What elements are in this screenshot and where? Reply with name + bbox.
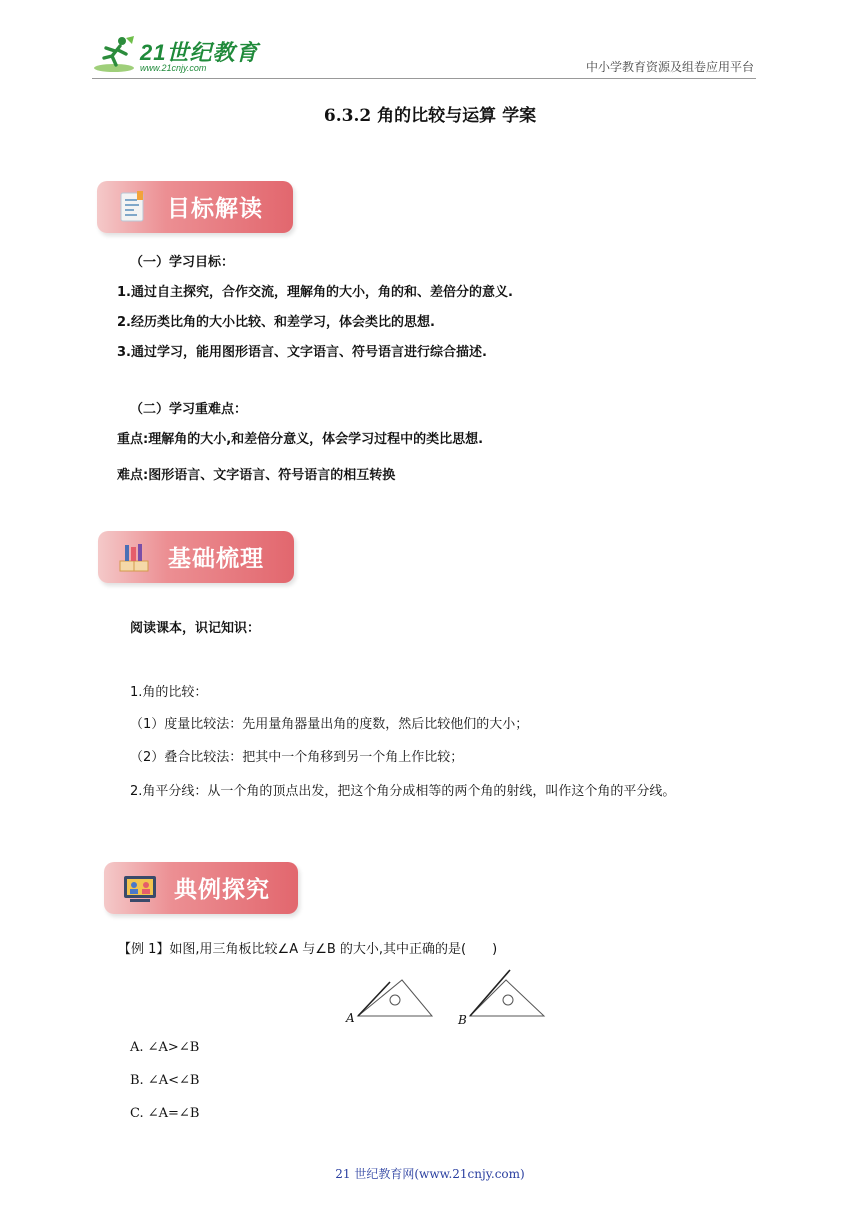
- document-icon: [115, 189, 151, 225]
- screen-icon: [122, 870, 158, 906]
- section-banner-goals: [97, 181, 293, 233]
- difficulty-heading: （二）学习重难点：: [130, 402, 248, 417]
- book-icon: [116, 539, 152, 575]
- section-banner-title: 典例探究: [174, 877, 270, 903]
- platform-label: 中小学教育资源及组卷应用平台: [585, 60, 754, 74]
- example-question: 【例 1】如图,用三角板比较∠A 与∠B 的大小,其中正确的是( ): [118, 942, 498, 957]
- basics-line: 2.角平分线：从一个角的顶点出发，把这个角分成相等的两个角的射线，叫作这个角的平分线。: [130, 784, 676, 799]
- option-a: A. ∠A>∠B: [130, 1040, 200, 1055]
- goal-item-3: 3.通过学习，能用图形语言、文字语言、符号语言进行综合描述.: [117, 345, 487, 360]
- basics-line: 1.角的比较：: [130, 685, 208, 700]
- figure-label-b: B: [458, 1013, 467, 1027]
- key-point: 重点:理解角的大小,和差倍分意义，体会学习过程中的类比思想.: [117, 432, 484, 447]
- section-banner-basics: [98, 531, 294, 583]
- goal-item-1: 1.通过自主探究，合作交流，理解角的大小，角的和、差倍分的意义.: [117, 285, 513, 300]
- option-c: C. ∠A=∠B: [130, 1106, 200, 1121]
- logo-url: www.21cnjy.com: [140, 62, 207, 73]
- page-footer: 21 世纪教育网(www.21cnjy.com): [335, 1167, 525, 1181]
- difficult-point: 难点:图形语言、文字语言、符号语言的相互转换: [117, 468, 396, 483]
- goals-heading: （一）学习目标：: [130, 255, 235, 270]
- section-banner-title: 基础梳理: [168, 546, 264, 572]
- basics-line: （2）叠合比较法：把其中一个角移到另一个角上作比较；: [130, 750, 464, 765]
- runner-logo-icon: [92, 34, 136, 74]
- option-b: B. ∠A<∠B: [130, 1073, 200, 1088]
- goal-item-2: 2.经历类比角的大小比较、和差学习，体会类比的思想.: [117, 315, 435, 330]
- section-banner-title: 目标解读: [167, 196, 263, 222]
- page-title: 6.3.2 角的比较与运算 学案: [323, 106, 537, 126]
- section-banner-examples: [104, 862, 298, 914]
- basics-intro: 阅读课本，识记知识：: [130, 621, 261, 636]
- triangle-ruler-figure: [340, 964, 555, 1030]
- logo: [92, 34, 258, 74]
- figure-label-a: A: [346, 1011, 355, 1025]
- basics-line: （1）度量比较法：先用量角器量出角的度数，然后比较他们的大小；: [130, 717, 529, 732]
- page-header: [92, 30, 756, 79]
- logo-text: 21世纪教育: [140, 39, 259, 65]
